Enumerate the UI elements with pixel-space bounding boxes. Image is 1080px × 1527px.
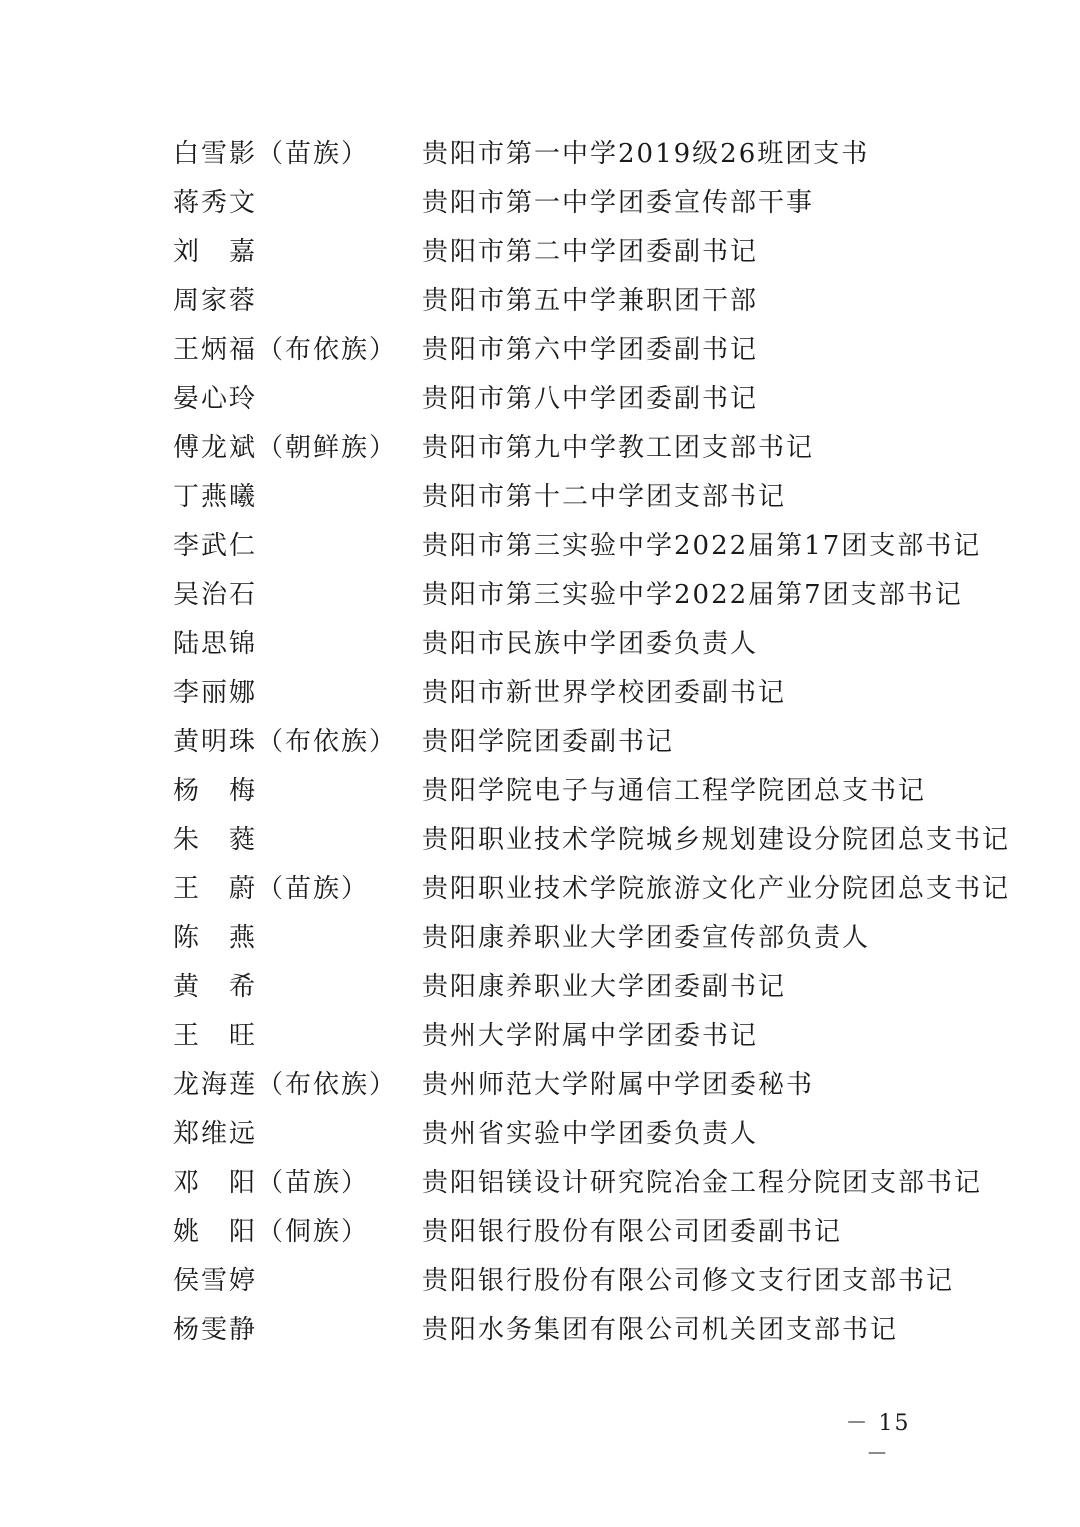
honoree-affiliation: 贵阳市第三实验中学2022届第17团支部书记 [422,531,982,561]
honoree-affiliation: 贵阳铝镁设计研究院冶金工程分院团支部书记 [422,1168,983,1198]
honoree-name: 郑维远 [173,1119,258,1149]
honoree-affiliation: 贵阳市第三实验中学2022届第7团支部书记 [422,580,963,610]
honoree-name: 白雪影（苗族） [173,139,370,169]
honoree-row [173,375,1053,424]
honoree-name: 姚 阳（侗族） [173,1217,370,1247]
honoree-affiliation: 贵阳学院电子与通信工程学院团总支书记 [422,776,927,806]
honoree-affiliation: 贵阳市第五中学兼职团干部 [422,286,759,316]
honoree-row [173,1012,1053,1061]
honoree-row [173,816,1053,865]
honoree-row [173,1208,1053,1257]
honoree-list [173,130,1053,1355]
honoree-row [173,1061,1053,1110]
honoree-row [173,228,1053,277]
honoree-affiliation: 贵阳学院团委副书记 [422,727,675,757]
honoree-row [173,718,1053,767]
honoree-name: 陈 燕 [173,923,258,953]
honoree-row [173,669,1053,718]
honoree-name: 王 蔚（苗族） [173,874,370,904]
honoree-name: 刘 嘉 [173,237,258,267]
honoree-affiliation: 贵阳市新世界学校团委副书记 [422,678,787,708]
honoree-affiliation: 贵阳市第八中学团委副书记 [422,384,759,414]
honoree-row [173,522,1053,571]
honoree-affiliation: 贵州省实验中学团委负责人 [422,1119,759,1149]
honoree-affiliation: 贵阳康养职业大学团委副书记 [422,972,787,1002]
honoree-affiliation: 贵阳银行股份有限公司团委副书记 [422,1217,843,1247]
honoree-name: 杨雯静 [173,1315,258,1345]
honoree-affiliation: 贵州师范大学附属中学团委秘书 [422,1070,815,1100]
honoree-name: 周家蓉 [173,286,258,316]
honoree-row [173,1159,1053,1208]
honoree-name: 陆思锦 [173,629,258,659]
honoree-name: 朱 蕤 [173,825,258,855]
honoree-affiliation: 贵阳银行股份有限公司修文支行团支部书记 [422,1266,955,1296]
honoree-row [173,1306,1053,1355]
honoree-affiliation: 贵阳市第一中学团委宣传部干事 [422,188,815,218]
honoree-name: 侯雪婷 [173,1266,258,1296]
honoree-affiliation: 贵州大学附属中学团委书记 [422,1021,759,1051]
honoree-row [173,1110,1053,1159]
honoree-row [173,865,1053,914]
honoree-name: 李丽娜 [173,678,258,708]
honoree-name: 王炳福（布依族） [173,335,398,365]
honoree-name: 晏心玲 [173,384,258,414]
honoree-name: 吴治石 [173,580,258,610]
honoree-name: 王 旺 [173,1021,258,1051]
honoree-row [173,130,1053,179]
honoree-name: 蒋秀文 [173,188,258,218]
honoree-affiliation: 贵阳职业技术学院旅游文化产业分院团总支书记 [422,874,1011,904]
honoree-row [173,326,1053,375]
honoree-affiliation: 贵阳市民族中学团委负责人 [422,629,759,659]
honoree-row [173,473,1053,522]
honoree-affiliation: 贵阳职业技术学院城乡规划建设分院团总支书记 [422,825,1011,855]
honoree-row [173,424,1053,473]
honoree-row [173,914,1053,963]
honoree-affiliation: 贵阳市第一中学2019级26班团支书 [422,139,870,169]
honoree-name: 李武仁 [173,531,258,561]
honoree-name: 丁燕曦 [173,482,258,512]
honoree-name: 邓 阳（苗族） [173,1168,370,1198]
honoree-affiliation: 贵阳市第二中学团委副书记 [422,237,759,267]
honoree-name: 龙海莲（布依族） [173,1070,398,1100]
honoree-row [173,277,1053,326]
honoree-row [173,1257,1053,1306]
honoree-row [173,620,1053,669]
honoree-name: 傅龙斌（朝鲜族） [173,433,398,463]
honoree-row [173,767,1053,816]
honoree-affiliation: 贵阳市第九中学教工团支部书记 [422,433,815,463]
honoree-affiliation: 贵阳水务集团有限公司机关团支部书记 [422,1315,899,1345]
honoree-name: 黄 希 [173,972,258,1002]
honoree-affiliation: 贵阳市第六中学团委副书记 [422,335,759,365]
honoree-row [173,179,1053,228]
honoree-affiliation: 贵阳市第十二中学团支部书记 [422,482,787,512]
honoree-affiliation: 贵阳康养职业大学团委宣传部负责人 [422,923,871,953]
honoree-row [173,963,1053,1012]
honoree-name: 杨 梅 [173,776,258,806]
honoree-row [173,571,1053,620]
honoree-name: 黄明珠（布依族） [173,727,398,757]
page-number: － 15 － [845,1411,911,1467]
